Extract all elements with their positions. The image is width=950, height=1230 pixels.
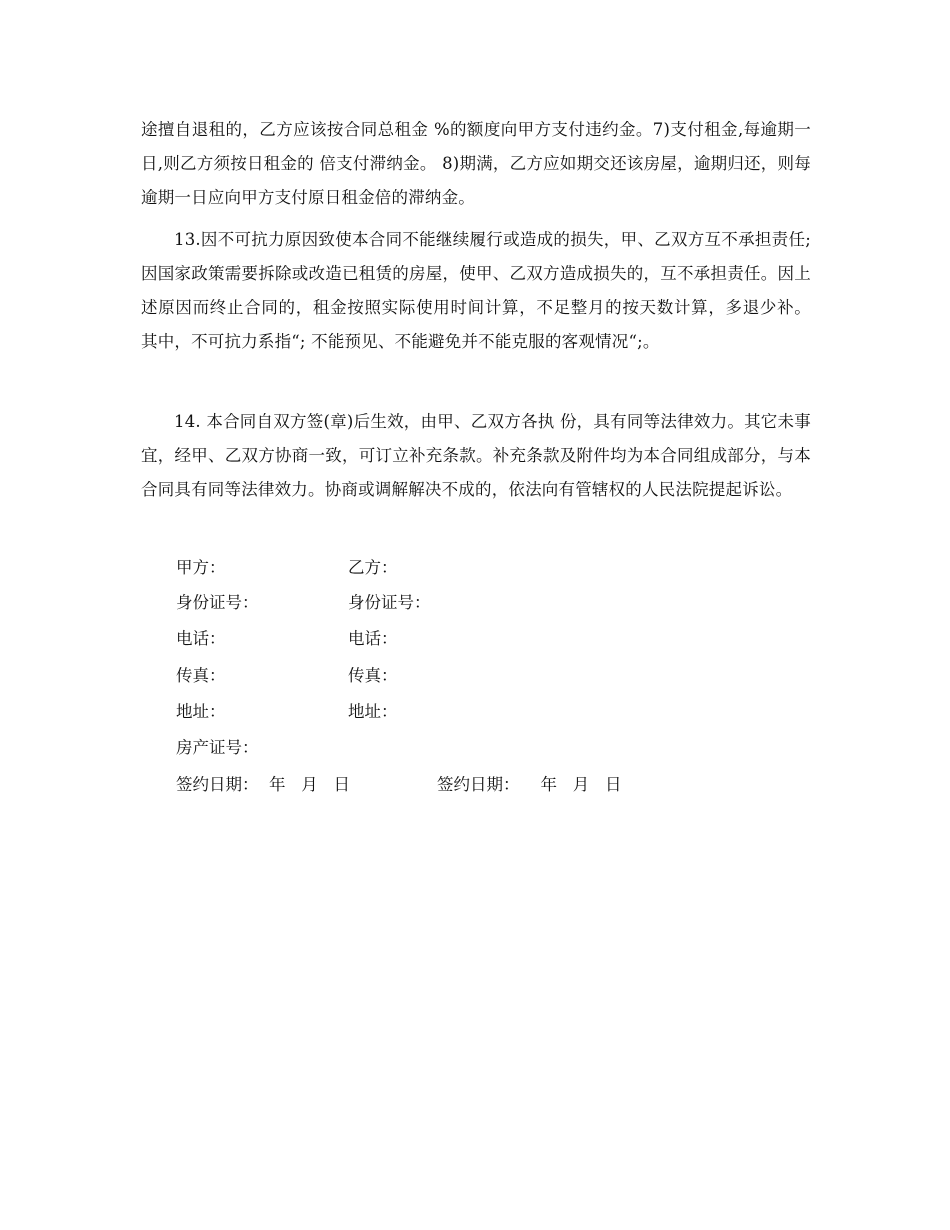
party-b-id-label: 身份证号： bbox=[348, 593, 431, 612]
party-b-fax-label: 传真： bbox=[348, 666, 398, 685]
party-a-id-label: 身份证号： bbox=[176, 593, 259, 612]
party-b-label: 乙方： bbox=[348, 558, 398, 577]
party-b-phone-label: 电话： bbox=[348, 629, 398, 648]
paragraph-penalty: 途擅自退租的，乙方应该按合同总租金 %的额度向甲方支付违约金。7)支付租金,每逾期一日,则乙方须按日租金的 倍支付滞纳金。 8)期满，乙方应如期交还该房屋，逾期归还，则每逾期一日应向甲方支付原日租金倍的滞纳金。 bbox=[141, 120, 811, 207]
party-b-address-label: 地址： bbox=[348, 702, 398, 721]
paragraph-force-majeure: 13.因不可抗力原因致使本合同不能继续履行或造成的损失，甲、乙双方互不承担责任;因国家政策需要拆除或改造已租赁的房屋，使甲、乙双方造成损失的，互不承担责任。因上述原因而终止合同的，租金按照实际使用时间计算，不足整月的按天数计算，多退少补。 其中，不可抗力系指“; 不能预见、不能避免并不能克服的客观情况“;。 bbox=[141, 230, 811, 351]
party-a-fax-label: 传真： bbox=[176, 666, 226, 685]
party-a-phone-label: 电话： bbox=[176, 629, 226, 648]
paragraph-effectiveness: 14. 本合同自双方签(章)后生效，由甲、乙双方各执 份，具有同等法律效力。其它未事宜，经甲、乙双方协商一致，可订立补充条款。补充条款及附件均为本合同组成部分，与本合同具有同等法律效力。协商或调解解决不成的，依法向有管辖权的人民法院提起诉讼。 bbox=[141, 412, 811, 499]
property-cert-label: 房产证号： bbox=[176, 738, 259, 757]
party-a-address-label: 地址： bbox=[176, 702, 226, 721]
party-a-sign-date: 签约日期： 年 月 日 bbox=[176, 775, 350, 794]
party-b-sign-date: 签约日期： 年 月 日 bbox=[437, 775, 622, 794]
party-a-label: 甲方： bbox=[176, 558, 226, 577]
